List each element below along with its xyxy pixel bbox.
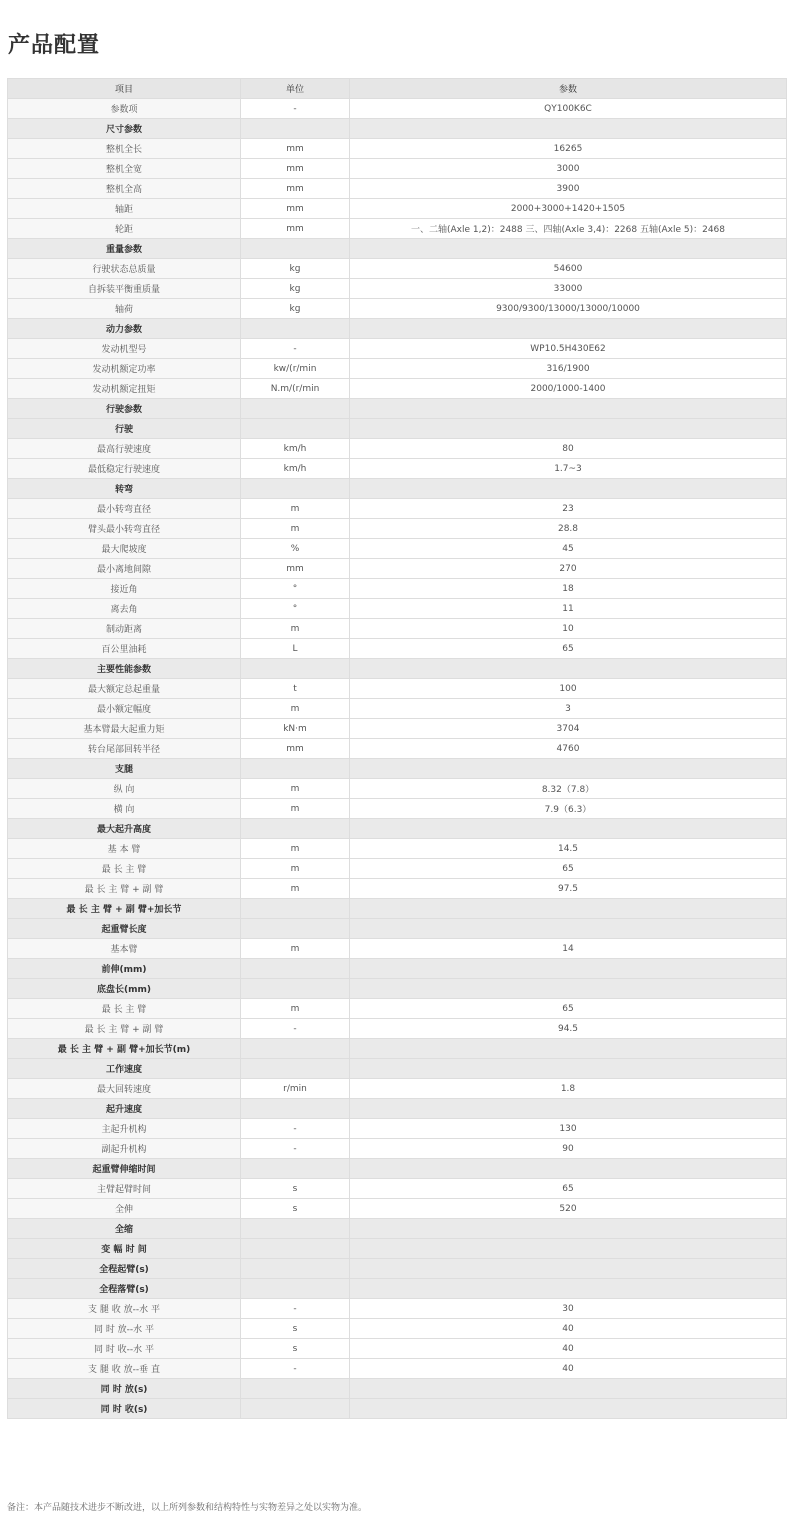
cell-unit	[241, 759, 350, 779]
cell-value: 11	[350, 599, 787, 619]
cell-value: 7.9（6.3）	[350, 799, 787, 819]
cell-name: 起升速度	[8, 1099, 241, 1119]
cell-name: 接近角	[8, 579, 241, 599]
cell-unit: kg	[241, 299, 350, 319]
table-row	[8, 539, 787, 559]
cell-unit	[241, 1279, 350, 1299]
section-row	[8, 979, 787, 999]
section-row	[8, 1239, 787, 1259]
cell-unit	[241, 399, 350, 419]
cell-name: 百公里油耗	[8, 639, 241, 659]
cell-unit: m	[241, 699, 350, 719]
cell-value	[350, 119, 787, 139]
cell-name: 最小离地间隙	[8, 559, 241, 579]
header-item: 项目	[8, 79, 241, 99]
table-row	[8, 679, 787, 699]
cell-name: 转台尾部回转半径	[8, 739, 241, 759]
section-row	[8, 659, 787, 679]
table-row	[8, 379, 787, 399]
cell-name: 转弯	[8, 479, 241, 499]
cell-unit	[241, 1219, 350, 1239]
cell-unit	[241, 1259, 350, 1279]
cell-name: 最小转弯直径	[8, 499, 241, 519]
cell-unit: -	[241, 1139, 350, 1159]
cell-unit: m	[241, 999, 350, 1019]
table-row	[8, 1079, 787, 1099]
cell-value: 23	[350, 499, 787, 519]
cell-name: 全缩	[8, 1219, 241, 1239]
cell-unit: m	[241, 799, 350, 819]
cell-value: 1.8	[350, 1079, 787, 1099]
table-row	[8, 739, 787, 759]
cell-value: 3	[350, 699, 787, 719]
cell-unit	[241, 239, 350, 259]
cell-value: 130	[350, 1119, 787, 1139]
cell-name: 最低稳定行驶速度	[8, 459, 241, 479]
cell-unit: kN·m	[241, 719, 350, 739]
cell-unit	[241, 1239, 350, 1259]
table-row	[8, 199, 787, 219]
cell-unit: %	[241, 539, 350, 559]
cell-name: 最 长 主 臂	[8, 859, 241, 879]
cell-value: 14.5	[350, 839, 787, 859]
cell-value	[350, 1059, 787, 1079]
cell-unit: mm	[241, 559, 350, 579]
cell-name: 发动机额定功率	[8, 359, 241, 379]
cell-unit: -	[241, 339, 350, 359]
spec-table-body	[8, 99, 787, 1419]
cell-value: 54600	[350, 259, 787, 279]
cell-unit	[241, 319, 350, 339]
cell-name: 起重臂伸缩时间	[8, 1159, 241, 1179]
cell-value: 45	[350, 539, 787, 559]
cell-name: 发动机型号	[8, 339, 241, 359]
cell-value: 40	[350, 1339, 787, 1359]
cell-name: 主臂起臂时间	[8, 1179, 241, 1199]
cell-value: 100	[350, 679, 787, 699]
cell-unit: m	[241, 499, 350, 519]
cell-name: 支 腿 收 放--水 平	[8, 1299, 241, 1319]
cell-unit	[241, 419, 350, 439]
cell-unit: s	[241, 1339, 350, 1359]
cell-value	[350, 979, 787, 999]
cell-value: 3900	[350, 179, 787, 199]
cell-value	[350, 1399, 787, 1419]
section-row	[8, 1279, 787, 1299]
cell-unit: -	[241, 1119, 350, 1139]
cell-unit: s	[241, 1319, 350, 1339]
cell-value	[350, 1379, 787, 1399]
cell-name: 变 幅 时 间	[8, 1239, 241, 1259]
cell-unit: t	[241, 679, 350, 699]
table-row	[8, 699, 787, 719]
cell-name: 整机全宽	[8, 159, 241, 179]
cell-value: 3704	[350, 719, 787, 739]
header-unit: 单位	[241, 79, 350, 99]
table-row	[8, 799, 787, 819]
cell-name: 最高行驶速度	[8, 439, 241, 459]
cell-value	[350, 319, 787, 339]
cell-value	[350, 1239, 787, 1259]
cell-value	[350, 419, 787, 439]
table-row	[8, 1319, 787, 1339]
cell-value	[350, 1159, 787, 1179]
table-row	[8, 779, 787, 799]
cell-value: 1.7~3	[350, 459, 787, 479]
table-row	[8, 999, 787, 1019]
cell-value	[350, 1279, 787, 1299]
cell-unit: -	[241, 1019, 350, 1039]
cell-unit	[241, 1399, 350, 1419]
cell-value: 28.8	[350, 519, 787, 539]
table-row	[8, 1179, 787, 1199]
cell-value: 40	[350, 1319, 787, 1339]
cell-name: 尺寸参数	[8, 119, 241, 139]
section-row	[8, 819, 787, 839]
table-row	[8, 619, 787, 639]
cell-name: 整机全长	[8, 139, 241, 159]
cell-unit: -	[241, 1359, 350, 1379]
cell-unit: N.m/(r/min	[241, 379, 350, 399]
cell-unit	[241, 979, 350, 999]
section-row	[8, 1219, 787, 1239]
table-row	[8, 439, 787, 459]
cell-value: 80	[350, 439, 787, 459]
cell-name: 前伸(mm)	[8, 959, 241, 979]
cell-name: 基本臂	[8, 939, 241, 959]
cell-name: 行驶	[8, 419, 241, 439]
cell-name: 全伸	[8, 1199, 241, 1219]
section-row	[8, 479, 787, 499]
cell-name: 横 向	[8, 799, 241, 819]
cell-unit	[241, 1379, 350, 1399]
cell-unit: °	[241, 579, 350, 599]
cell-value	[350, 1039, 787, 1059]
cell-value: 270	[350, 559, 787, 579]
cell-value: 16265	[350, 139, 787, 159]
cell-unit: -	[241, 99, 350, 119]
cell-name: 行驶参数	[8, 399, 241, 419]
section-row	[8, 1379, 787, 1399]
cell-name: 最 长 主 臂	[8, 999, 241, 1019]
header-value: 参数	[350, 79, 787, 99]
cell-value	[350, 659, 787, 679]
cell-value: 316/1900	[350, 359, 787, 379]
table-header-row	[8, 79, 787, 99]
table-row	[8, 299, 787, 319]
table-row	[8, 1359, 787, 1379]
cell-name: 发动机额定扭矩	[8, 379, 241, 399]
cell-value: 2000+3000+1420+1505	[350, 199, 787, 219]
cell-name: 工作速度	[8, 1059, 241, 1079]
cell-value	[350, 919, 787, 939]
table-row	[8, 719, 787, 739]
cell-name: 轴距	[8, 199, 241, 219]
cell-unit: m	[241, 779, 350, 799]
section-row	[8, 1259, 787, 1279]
cell-value: 10	[350, 619, 787, 639]
cell-value: 一、二轴(Axle 1,2)：2488 三、四轴(Axle 3,4)：2268 五轴(Axle 5)：2468	[350, 219, 787, 239]
cell-unit	[241, 899, 350, 919]
cell-unit: m	[241, 839, 350, 859]
cell-name: 轴荷	[8, 299, 241, 319]
cell-name: 支腿	[8, 759, 241, 779]
cell-name: 离去角	[8, 599, 241, 619]
cell-name: 支 腿 收 放--垂 直	[8, 1359, 241, 1379]
cell-unit: mm	[241, 159, 350, 179]
cell-unit: mm	[241, 739, 350, 759]
spec-table	[7, 78, 787, 1419]
cell-unit	[241, 819, 350, 839]
cell-unit: mm	[241, 139, 350, 159]
cell-value: 65	[350, 639, 787, 659]
cell-value	[350, 239, 787, 259]
cell-name: 全程起臂(s)	[8, 1259, 241, 1279]
cell-unit: kg	[241, 259, 350, 279]
cell-unit	[241, 479, 350, 499]
cell-name: 同 时 收(s)	[8, 1399, 241, 1419]
section-row	[8, 1159, 787, 1179]
cell-unit	[241, 119, 350, 139]
cell-name: 行驶状态总质量	[8, 259, 241, 279]
section-row	[8, 1039, 787, 1059]
cell-value: 65	[350, 1179, 787, 1199]
cell-value	[350, 1259, 787, 1279]
cell-unit: L	[241, 639, 350, 659]
table-row	[8, 599, 787, 619]
cell-value: QY100K6C	[350, 99, 787, 119]
cell-name: 最 长 主 臂 + 副 臂+加长节	[8, 899, 241, 919]
section-row	[8, 1059, 787, 1079]
cell-name: 纵 向	[8, 779, 241, 799]
cell-unit: m	[241, 859, 350, 879]
table-row	[8, 139, 787, 159]
cell-name: 最大回转速度	[8, 1079, 241, 1099]
cell-unit: m	[241, 939, 350, 959]
cell-name: 最大额定总起重量	[8, 679, 241, 699]
cell-name: 最 长 主 臂 + 副 臂	[8, 879, 241, 899]
section-row	[8, 759, 787, 779]
section-row	[8, 419, 787, 439]
cell-unit	[241, 959, 350, 979]
cell-name: 最大起升高度	[8, 819, 241, 839]
cell-value: 94.5	[350, 1019, 787, 1039]
cell-name: 基 本 臂	[8, 839, 241, 859]
cell-value: 520	[350, 1199, 787, 1219]
cell-unit: s	[241, 1179, 350, 1199]
cell-unit	[241, 1099, 350, 1119]
cell-name: 主起升机构	[8, 1119, 241, 1139]
cell-name: 自拆装平衡重质量	[8, 279, 241, 299]
cell-value: 65	[350, 999, 787, 1019]
cell-value: 8.32（7.8）	[350, 779, 787, 799]
table-row	[8, 499, 787, 519]
cell-value: 40	[350, 1359, 787, 1379]
cell-unit: r/min	[241, 1079, 350, 1099]
cell-name: 底盘长(mm)	[8, 979, 241, 999]
cell-value: 9300/9300/13000/13000/10000	[350, 299, 787, 319]
table-row	[8, 359, 787, 379]
cell-unit: km/h	[241, 439, 350, 459]
section-row	[8, 1099, 787, 1119]
cell-name: 最小额定幅度	[8, 699, 241, 719]
cell-unit: m	[241, 879, 350, 899]
table-row	[8, 519, 787, 539]
table-row	[8, 879, 787, 899]
cell-unit	[241, 1039, 350, 1059]
cell-unit	[241, 919, 350, 939]
cell-value: 97.5	[350, 879, 787, 899]
table-row	[8, 179, 787, 199]
cell-name: 最 长 主 臂 + 副 臂+加长节(m)	[8, 1039, 241, 1059]
cell-unit: °	[241, 599, 350, 619]
cell-value: WP10.5H430E62	[350, 339, 787, 359]
cell-value: 65	[350, 859, 787, 879]
table-row	[8, 1199, 787, 1219]
cell-name: 全程落臂(s)	[8, 1279, 241, 1299]
cell-value	[350, 759, 787, 779]
cell-name: 主要性能参数	[8, 659, 241, 679]
cell-name: 同 时 放--水 平	[8, 1319, 241, 1339]
cell-unit: mm	[241, 199, 350, 219]
cell-value: 18	[350, 579, 787, 599]
table-row	[8, 639, 787, 659]
table-row	[8, 159, 787, 179]
table-row	[8, 1019, 787, 1039]
cell-unit: m	[241, 519, 350, 539]
table-row	[8, 259, 787, 279]
cell-name: 同 时 放(s)	[8, 1379, 241, 1399]
cell-name: 同 时 收--水 平	[8, 1339, 241, 1359]
cell-name: 制动距离	[8, 619, 241, 639]
table-row	[8, 99, 787, 119]
section-row	[8, 899, 787, 919]
cell-value: 33000	[350, 279, 787, 299]
page-title: 产品配置	[8, 33, 101, 58]
cell-value	[350, 399, 787, 419]
section-row	[8, 119, 787, 139]
cell-value: 30	[350, 1299, 787, 1319]
cell-unit: km/h	[241, 459, 350, 479]
cell-name: 副起升机构	[8, 1139, 241, 1159]
cell-name: 最大爬坡度	[8, 539, 241, 559]
section-row	[8, 399, 787, 419]
table-row	[8, 859, 787, 879]
table-row	[8, 1119, 787, 1139]
footnote: 备注：本产品随技术进步不断改进，以上所列参数和结构特性与实物差异之处以实物为准。	[7, 1503, 368, 1513]
table-row	[8, 1299, 787, 1319]
cell-value	[350, 959, 787, 979]
cell-unit	[241, 659, 350, 679]
table-row	[8, 219, 787, 239]
cell-unit: kw/(r/min	[241, 359, 350, 379]
section-row	[8, 319, 787, 339]
cell-name: 动力参数	[8, 319, 241, 339]
cell-name: 参数项	[8, 99, 241, 119]
section-row	[8, 919, 787, 939]
cell-name: 重量参数	[8, 239, 241, 259]
cell-value: 2000/1000-1400	[350, 379, 787, 399]
section-row	[8, 1399, 787, 1419]
cell-unit	[241, 1059, 350, 1079]
table-row	[8, 1139, 787, 1159]
cell-name: 最 长 主 臂 + 副 臂	[8, 1019, 241, 1039]
section-row	[8, 959, 787, 979]
cell-value	[350, 1099, 787, 1119]
cell-value: 4760	[350, 739, 787, 759]
table-row	[8, 559, 787, 579]
cell-unit	[241, 1159, 350, 1179]
table-row	[8, 339, 787, 359]
cell-name: 臂头最小转弯直径	[8, 519, 241, 539]
cell-unit: kg	[241, 279, 350, 299]
cell-value: 3000	[350, 159, 787, 179]
cell-value: 14	[350, 939, 787, 959]
cell-value	[350, 1219, 787, 1239]
cell-unit: m	[241, 619, 350, 639]
section-row	[8, 239, 787, 259]
table-row	[8, 1339, 787, 1359]
table-row	[8, 279, 787, 299]
cell-unit: mm	[241, 219, 350, 239]
cell-value	[350, 479, 787, 499]
cell-name: 整机全高	[8, 179, 241, 199]
cell-value: 90	[350, 1139, 787, 1159]
table-row	[8, 839, 787, 859]
cell-value	[350, 819, 787, 839]
cell-value	[350, 899, 787, 919]
cell-unit: s	[241, 1199, 350, 1219]
table-row	[8, 459, 787, 479]
cell-name: 轮距	[8, 219, 241, 239]
cell-name: 基本臂最大起重力矩	[8, 719, 241, 739]
cell-unit: mm	[241, 179, 350, 199]
cell-name: 起重臂长度	[8, 919, 241, 939]
table-row	[8, 939, 787, 959]
cell-unit: -	[241, 1299, 350, 1319]
table-row	[8, 579, 787, 599]
